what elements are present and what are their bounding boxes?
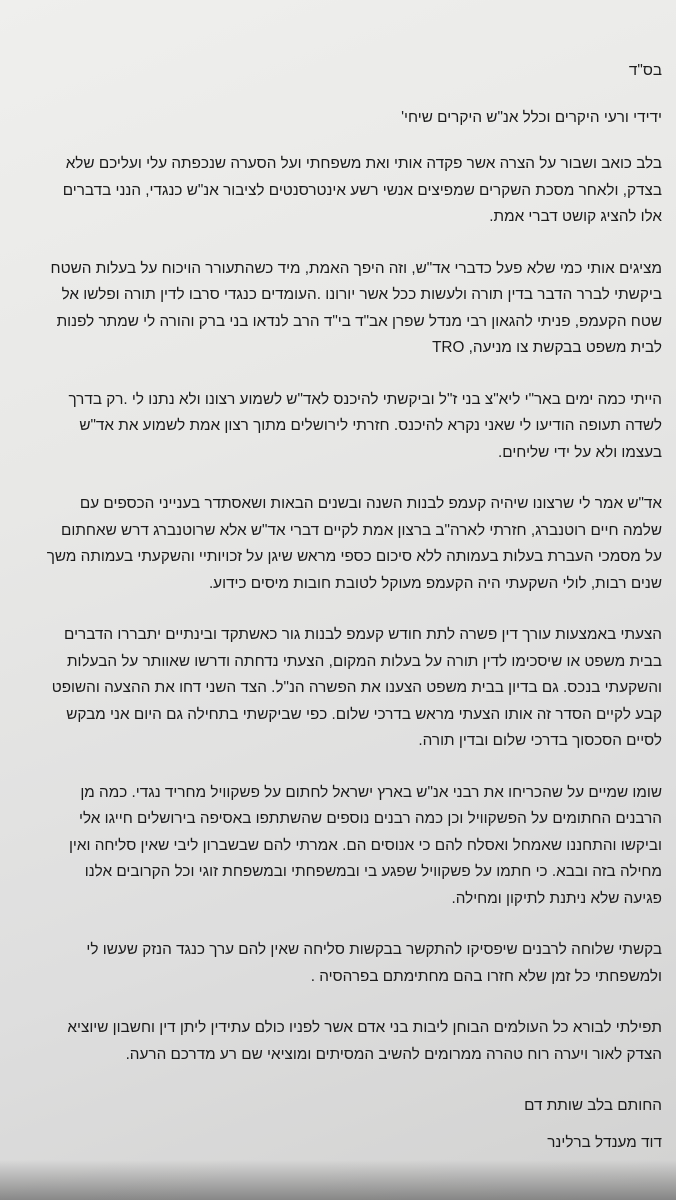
paragraph-8: תפילתי לבורא כל העולמים הבוחן ליבות בני אדם אשר לפניו כולם עתידין ליתן דין וחשבון שיוציא הצדק לאור ויערה רוח טהרה ממרומים להשיב המסיתים ומוציאי שם רע מדרכם הרעה. (67, 1019, 662, 1063)
page-shadow (0, 1160, 676, 1200)
paragraph-4: אד"ש אמר לי שרצונו שיהיה קעמפ לבנות השנה ובשנים הבאות ושאסתדר בענייני הכספים עם שלמה חיים רוטנברג, חזרתי לארה"ב ברצון אמת לקיים דברי אד"ש אלא שרוטנברג דרש שאחתום על מסמכי העברת בעלות בעמותה ללא סיכום כספי מראש שיגן על זכויותיי והשקעתי בעמותה משך שנים רבות, לולי השקעתי היה הקעמפ מעוקל לטובת חובות מיסים כידוע. (46, 495, 662, 592)
paragraph-3: הייתי כמה ימים באר"י ליא"צ בני ז"ל וביקשתי להיכנס לאד"ש לשמוע רצונו ולא נתנו לי .רק בדרך לשדה תעופה הודיעו לי שאני נקרא להיכנס. חזרתי לירושלים מתוך רצון אמת לשמוע את אד"ש בעצמו ולא על ידי שליחים. (68, 390, 662, 461)
signature-closing: החותם בלב שותת דם (524, 1097, 662, 1114)
letter-body (14, 58, 662, 1156)
paragraph-1: בלב כואב ושבור על הצרה אשר פקדה אותי ואת משפחתי ועל הסערה שנכפתה עלי ועליכם שלא בצדק, ולאחר מסכת השקרים שמפיצים אנשי רשע אינטרסנטים לציבור אנ"ש כנגדי, הנני בדברים אלו להציג קושט דברי אמת. (62, 155, 662, 225)
paragraph-7: בקשתי שלוחה לרבנים שיפסיקו להתקשר בבקשות סליחה שאין להם ערך כנגד הנזק שעשו לי ולמשפחתי כל זמן שלא חזרו בהם מחתימתם בפרהסיה . (86, 941, 662, 985)
paragraph-5: הצעתי באמצעות עורך דין פשרה לתת חודש קעמפ לבנות גור כאשתקד ובינתיים יתבררו הדברים בבית משפט או שיסכימו לדין תורה על בעלות המקום, הצעתי נדחתה ודרשו שאוותר על הבעלות והשקעתי בנכס. גם בדיון בבית משפט הצענו את הפשרה הנ"ל. הצד השני דחו את ההצעה והשופט קבע לקיים הסדר זה אותו הצעתי מראש בדרכי שלום. כפי שביקשתי בתחילה גם היום אני מבקש לסיים הסכסוך בדרכי שלום ובדין תורה. (51, 626, 662, 749)
paragraph-6: שומו שמיים על שהכריחו את רבני אנ"ש בארץ ישראל לחתום על פשקוויל מחריד נגדי. כמה מן הרבנים החתומים על הפשקוויל וכן כמה רבנים נוספים שהשתתפו באסיפה בירושלים חייגו אלי וביקשו והתחננו שאמחל ואסלח להם כי אנוסים הם. אמרתי להם שבשברון ליבי שאין סליחה ואין מחילה בזה ובבא. כי חתמו על פשקוויל שפגע בי ובמשפחתי ובמשפחת זוגי וכל הקרובים אלנו פגיעה שלא ניתנת לתיקון ומחילה. (68, 783, 662, 907)
signature-name: דוד מענדל ברלינר (547, 1133, 662, 1151)
bsd-header: בס"ד (628, 62, 662, 79)
greeting-line: ידידי ורעי היקרים וכלל אנ"ש היקרים שיחי' (401, 108, 662, 126)
paragraph-2: מציגים אותי כמי שלא פעל כדברי אד"ש, וזה היפך האמת, מיד כשהתעורר הויכוח על בעלות השטח ביקשתי לברר הדבר בדין תורה ולעשות ככל אשר יורונו .העומדים כנגדי סרבו לדין תורה ופלשו אל שטח הקעמפ, פניתי להגאון רבי מנדל שפרן אב"ד בי"ד הרב לנדאו בני ברק והורה לי שמתר לפנות לבית משפט בבקשת צו מניעה, TRO (50, 259, 662, 356)
